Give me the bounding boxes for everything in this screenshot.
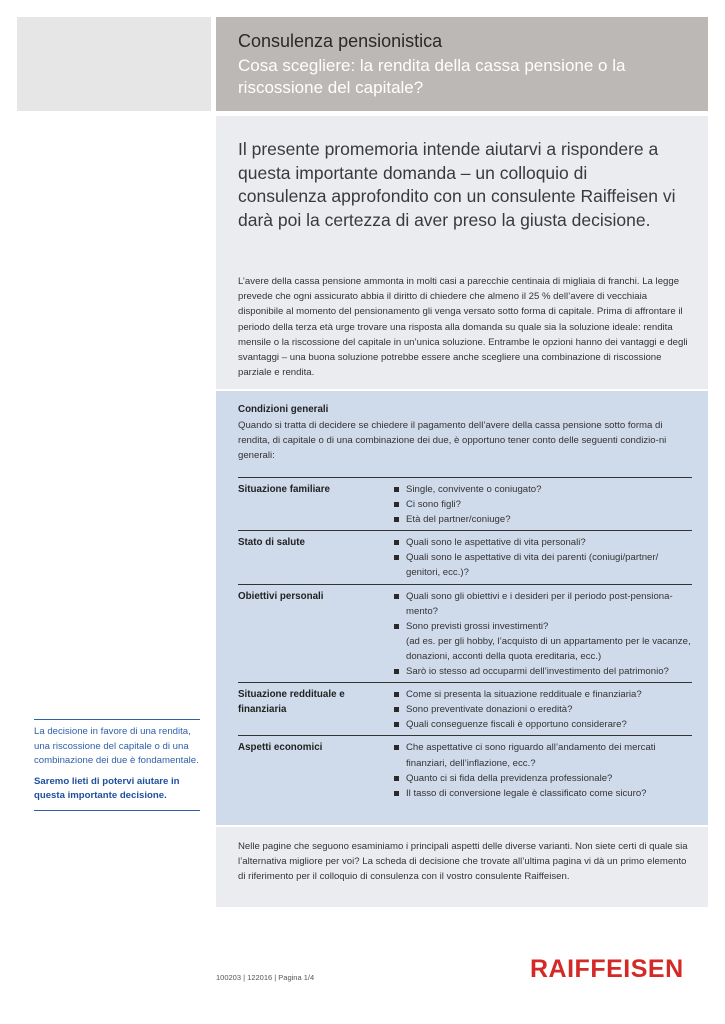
bullet-icon (394, 487, 399, 492)
bullet-icon (394, 502, 399, 507)
intro-paragraph: L’avere della cassa pensione ammonta in molti casi a parecchie centinaia di migliaia di franchi. La legge prevede che ogni assicurato abbia il diritto di chiedere che almeno il 25 % dell’avere di vecchiaia disponibile al momento del pensionamento gli venga versato sotto forma di capitale. Prima di affrontare il periodo della terza età urge trovare una risposta alla domanda su quale sia la soluzione ideale: rendita mensile o la riscossione del capitale in un’unica soluzione. Entrambe le opzioni hanno dei vantaggi e degli svantaggi – una buona soluzione potrebbe essere anche scegliere una combinazione di riscossione parziale e rendita. (238, 276, 688, 379)
list-item: Sono previsti grossi investimenti? (393, 619, 692, 634)
decorative-box (17, 17, 211, 111)
page-header (216, 17, 708, 111)
conditions-text: Quando si tratta di decidere se chiedere il pagamento dell’avere della cassa pensione sotto forma di rendita, di capitale o di una combinazione dei due, è opportuno tener conto delle seguenti condizio-ni generali: (238, 420, 667, 462)
row-list (393, 687, 692, 732)
table-row (238, 735, 692, 803)
row-label: Aspetti economici (238, 742, 323, 754)
row-list (393, 589, 692, 680)
closing-section (216, 827, 708, 907)
lead-text: Il presente promemoria intende aiutarvi a rispondere a questa importante domanda – un colloquio di consulenza approfondito con un consulente Raiffeisen vi darà poi la certezza di aver preso la giusta decisione. (238, 139, 676, 230)
list-item: Sarò io stesso ad occuparmi dell’investimento del patrimonio? (393, 664, 692, 679)
list-item: Età del partner/coniuge? (393, 512, 692, 527)
list-item: Quali sono le aspettative di vita dei parenti (coniugi/partner/ genitori, ecc.)? (393, 550, 692, 580)
list-item: (ad es. per gli hobby, l’acquisto di un appartamento per le vacanze, donazioni, acconti della quota ereditaria, ecc.) (406, 635, 691, 662)
list-item: Quali conseguenze fiscali è opportuno considerare? (393, 717, 692, 732)
bullet-icon (394, 594, 399, 599)
sidebar-bold-text: Saremo lieti di potervi aiutare in questa importante decisione. (34, 775, 180, 802)
row-label: Stato di salute (238, 537, 305, 549)
list-item: Quali sono le aspettative di vita personali? (393, 535, 692, 550)
bullet-icon (394, 624, 399, 629)
page-title: Consulenza pensionistica (238, 31, 443, 51)
bullet-icon (394, 517, 399, 522)
list-item: Sono preventivate donazioni o eredità? (393, 702, 692, 717)
table-row (238, 477, 692, 530)
intro-section (216, 116, 708, 389)
row-label: Situazione familiare (238, 484, 331, 495)
page-subtitle: Cosa scegliere: la rendita della cassa pensione o la riscossione del capitale? (238, 56, 626, 97)
bullet-icon (394, 791, 399, 796)
table-row (238, 584, 692, 683)
list-item: Il tasso di conversione legale è classificato come sicuro? (393, 786, 692, 801)
bullet-icon (394, 669, 399, 674)
closing-paragraph: Nelle pagine che seguono esaminiamo i principali aspetti delle diverse varianti. Non siete certi di quale sia l’alternativa migliore per voi? La scheda di decisione che trovate all’ultima pagina vi dà un primo elemento di riferimento per il colloquio di consulenza con il vostro consulente Raiffeisen. (238, 841, 688, 883)
footer-reference: 100203 | 122016 | Pagina 1/4 (216, 973, 315, 982)
bullet-icon (394, 555, 399, 560)
conditions-section (216, 391, 708, 825)
list-item: Quali sono gli obiettivi e i desideri per il periodo post-pensiona-mento? (393, 589, 692, 619)
bullet-icon (394, 745, 399, 750)
list-item: Che aspettative ci sono riguardo all’andamento dei mercati finanziari, dell’inflazione, ecc.? (393, 740, 692, 770)
row-list (393, 740, 692, 800)
row-list (393, 482, 692, 527)
list-item: Quanto ci si fida della previdenza professionale? (393, 771, 692, 786)
conditions-table (238, 477, 692, 804)
row-label: Situazione reddituale e finanziaria (238, 689, 345, 716)
list-item: Come si presenta la situazione reddituale e finanziaria? (393, 687, 692, 702)
bullet-icon (394, 707, 399, 712)
raiffeisen-logo: RAIFFEISEN (530, 955, 684, 983)
bullet-icon (394, 692, 399, 697)
sidebar-text: La decisione in favore di una rendita, una riscossione del capitale o di una combinazione dei due è fondamentale. (34, 726, 199, 767)
conditions-title: Condizioni generali (238, 404, 329, 415)
list-item: Single, convivente o coniugato? (393, 482, 692, 497)
sidebar-note (34, 719, 200, 811)
bullet-icon (394, 776, 399, 781)
table-row (238, 682, 692, 735)
list-item: Ci sono figli? (393, 497, 692, 512)
table-row (238, 530, 692, 583)
row-label: Obiettivi personali (238, 590, 324, 602)
bullet-icon (394, 722, 399, 727)
row-list (393, 535, 692, 580)
bullet-icon (394, 540, 399, 545)
